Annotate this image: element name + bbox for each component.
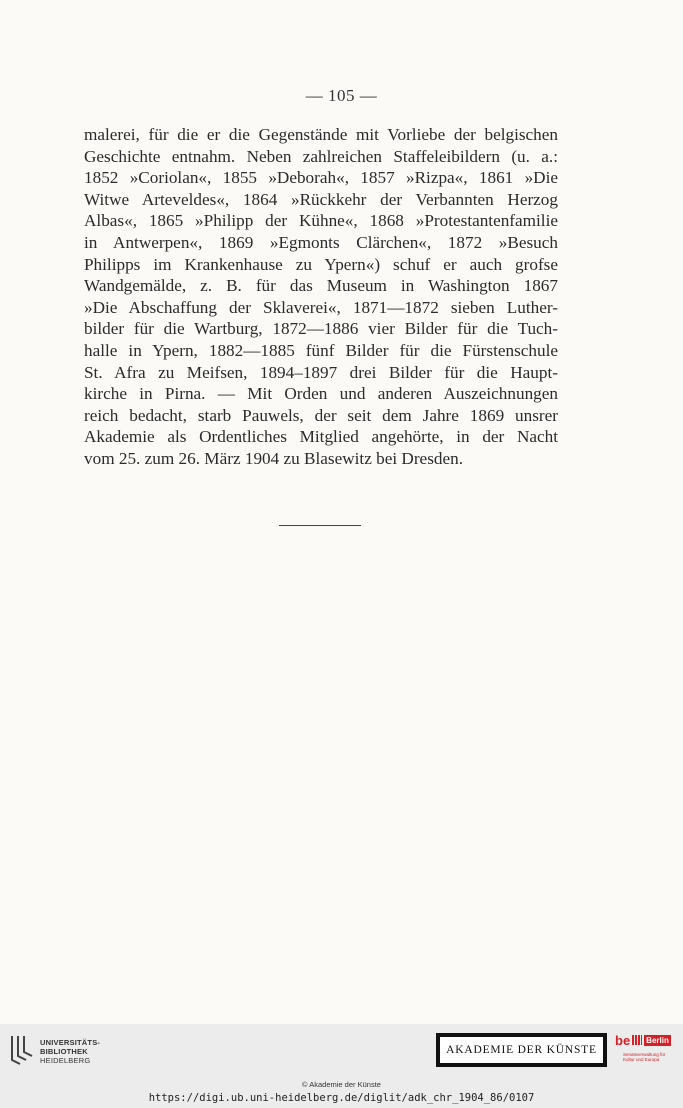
page-number: — 105 —: [305, 86, 378, 105]
berlin-subtitle: Senatsverwaltung für Kultur und Europa: [623, 1052, 666, 1062]
university-library-logo-icon[interactable]: [8, 1032, 36, 1068]
ub-line: BIBLIOTHEK: [40, 1047, 88, 1056]
text-line: reich bedacht, starb Pauwels, der seit dem Jahre 1869 unsrer: [84, 405, 558, 425]
text-line: malerei, für die er die Gegenstände mit Vorliebe der belgischen: [84, 125, 558, 144]
berlin-be: be: [615, 1032, 631, 1048]
section-divider: [279, 525, 361, 526]
text-line: Albas«, 1865 »Philipp der Kühne«, 1868 »Protestantenfamilie: [84, 211, 558, 231]
berlin-mark: [615, 1032, 671, 1048]
copyright-text: © Akademie der Künste: [302, 1080, 381, 1089]
body-text: [84, 124, 558, 470]
ub-line: HEIDELBERG: [40, 1056, 91, 1065]
text-line: Philipps im Krankenhause zu Ypern«) schuf er auch grofse: [84, 254, 558, 274]
text-line: halle in Ypern, 1882—1885 fünf Bilder für die Fürstenschule: [84, 340, 558, 360]
text-line: St. Afra zu Meifsen, 1894–1897 drei Bilder für die Haupt-: [84, 362, 558, 382]
text-line: in Antwerpen«, 1869 »Egmonts Clärchen«, 1872 »Besuch: [84, 232, 558, 252]
berlin-label: Berlin: [646, 1035, 669, 1045]
footer-bar: [0, 1024, 683, 1108]
ub-line: UNIVERSITÄTS-: [40, 1038, 101, 1047]
akademie-logo[interactable]: [436, 1033, 607, 1067]
text-line: Wandgemälde, z. B. für das Museum in Washington 1867: [84, 276, 558, 296]
text-line: bilder für die Wartburg, 1872—1886 vier Bilder für die Tuch-: [84, 319, 558, 339]
berlin-bars-icon: [632, 1035, 642, 1045]
text-line: 1852 »Coriolan«, 1855 »Deborah«, 1857 »Rizpa«, 1861 »Die: [84, 168, 558, 188]
university-library-name[interactable]: [40, 1038, 100, 1065]
text-line: Witwe Arteveldes«, 1864 »Rückkehr der Verbannten Herzog: [84, 189, 558, 209]
berlin-senate-logo[interactable]: [615, 1032, 675, 1076]
text-line: Geschichte entnahm. Neben zahlreichen Staffeleibildern (u. a.:: [84, 146, 558, 166]
akademie-label: AKADEMIE DER KÜNSTE: [439, 1036, 604, 1064]
text-line: Akademie als Ordentliches Mitglied angehörte, in der Nacht: [84, 427, 558, 447]
text-line: »Die Abschaffung der Sklaverei«, 1871—1872 sieben Luther-: [84, 297, 558, 317]
text-line: kirche in Pirna. — Mit Orden und anderen Auszeichnungen: [84, 384, 558, 404]
permalink-url[interactable]: https://digi.ub.uni-heidelberg.de/diglit/adk_chr_1904_86/0107: [148, 1092, 535, 1104]
text-line: vom 25. zum 26. März 1904 zu Blasewitz bei Dresden.: [84, 448, 463, 468]
